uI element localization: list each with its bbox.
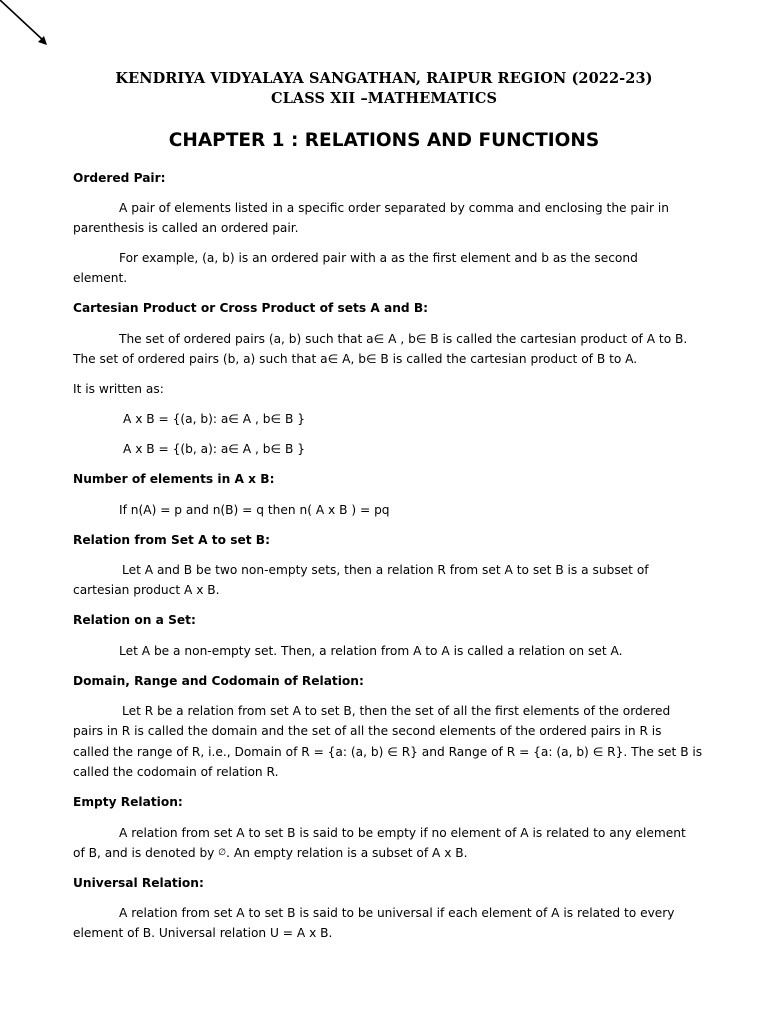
paragraph-line: The set of ordered pairs (b, a) such that a∈ A, b∈ B is called the cartesian product of B to A. [73,352,638,366]
section-heading-ordered-pair: Ordered Pair: [73,171,166,185]
paragraph-line: pairs in R is called the domain and the set of all the second elements of the ordered pairs in R is [73,724,662,738]
paragraph-line: Let A and B be two non-empty sets, then a relation R from set A to set B is a subset of [122,563,649,577]
corner-arrow-icon [0,0,60,60]
section-heading-domain-range: Domain, Range and Codomain of Relation: [73,674,364,688]
formula: A x B = {(b, a): a∈ A , b∈ B } [123,442,305,456]
empty-set-symbol: ∅ [218,848,227,858]
chapter-title: CHAPTER 1 : RELATIONS AND FUNCTIONS [168,130,600,151]
paragraph-line: It is written as: [73,382,164,396]
paragraph-line: cartesian product A x B. [73,583,220,597]
paragraph-line: Let A be a non-empty set. Then, a relation from A to A is called a relation on set A. [119,644,623,658]
paragraph-line [73,843,468,863]
formula: A x B = {(a, b): a∈ A , b∈ B } [123,412,305,426]
section-heading-number-of-elements: Number of elements in A x B: [73,472,275,486]
section-heading-relation-a-to-b: Relation from Set A to set B: [73,533,270,547]
paragraph-line: The set of ordered pairs (a, b) such that a∈ A , b∈ B is called the cartesian product of A to B. [119,332,688,346]
text-segment: of B, and is denoted by [73,846,219,860]
formula: If n(A) = p and n(B) = q then n( A x B ) = pq [119,503,390,517]
paragraph-line: parenthesis is called an ordered pair. [73,221,299,235]
paragraph-line: Let R be a relation from set A to set B, then the set of all the first elements of the ordered [122,704,671,718]
paragraph-line: A relation from set A to set B is said to be empty if no element of A is related to any element [119,826,686,840]
section-heading-cartesian-product: Cartesian Product or Cross Product of sets A and B: [73,301,429,315]
paragraph-line: For example, (a, b) is an ordered pair with a as the first element and b as the second [119,251,638,265]
section-heading-universal-relation: Universal Relation: [73,876,204,890]
school-header: KENDRIYA VIDYALAYA SANGATHAN, RAIPUR REGION (2022-23) [115,70,653,87]
paragraph-line: A relation from set A to set B is said to be universal if each element of A is related to every [119,906,675,920]
paragraph-line: element. [73,271,128,285]
paragraph-line: called the codomain of relation R. [73,765,279,779]
paragraph-line: called the range of R, i.e., Domain of R = {a: (a, b) ∈ R} and Range of R = {a: (a, b) ∈ R}. The set B is [73,745,703,759]
text-segment: . An empty relation is a subset of A x B. [226,846,468,860]
class-header: CLASS XII –MATHEMATICS [270,90,498,107]
paragraph-line: A pair of elements listed in a specific order separated by comma and enclosing the pair in [119,201,670,215]
section-heading-relation-on-set: Relation on a Set: [73,613,196,627]
paragraph-line: element of B. Universal relation U = A x B. [73,926,333,940]
section-heading-empty-relation: Empty Relation: [73,795,183,809]
